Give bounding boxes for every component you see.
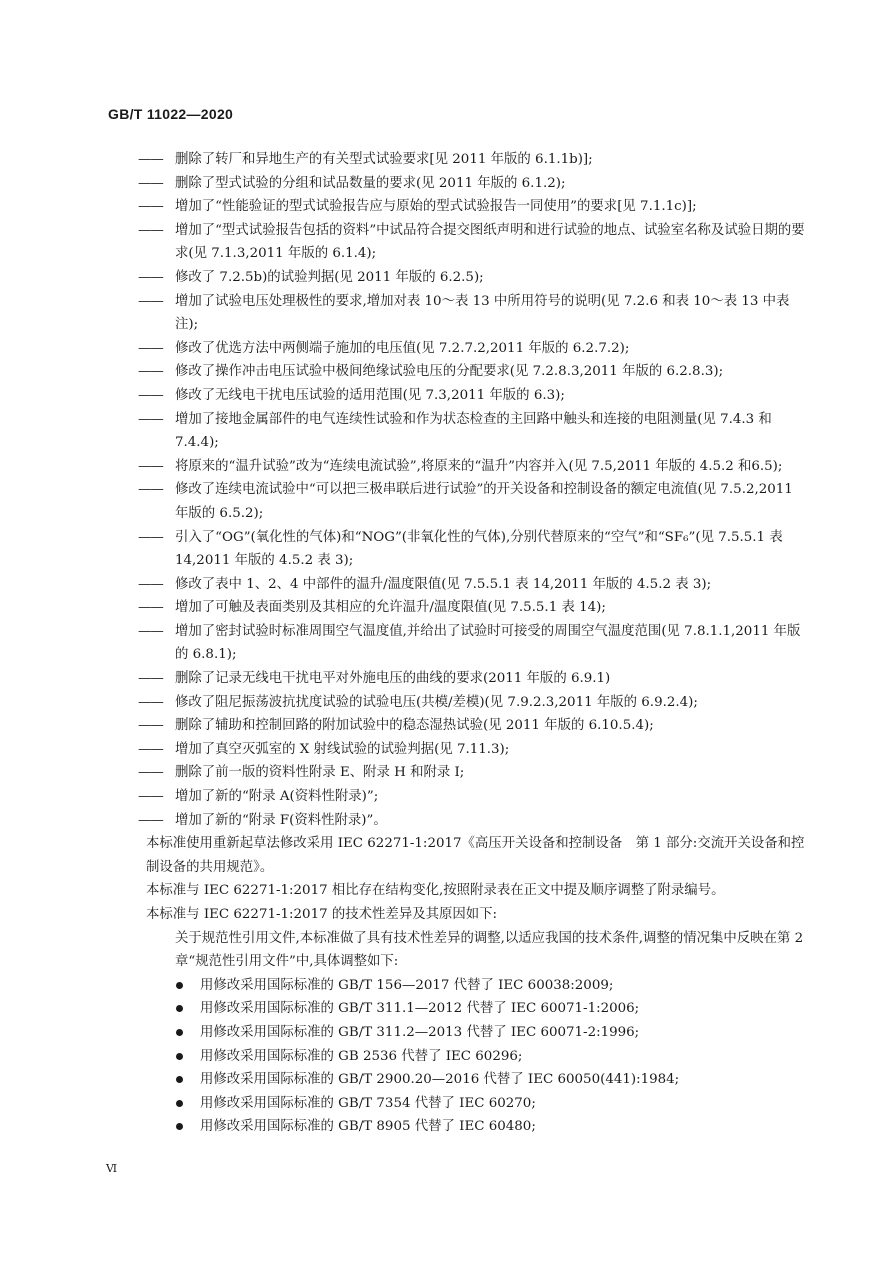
change-item [0,455,805,479]
change-item [0,738,805,762]
dash-marker: —— [138,671,163,687]
dash-marker: —— [138,718,163,734]
page-number: Ⅵ [106,1162,118,1175]
replacement-text: 用修改采用国际标准的 GB/T 311.1—2012 代替了 IEC 60071-1:2006; [200,1001,640,1017]
change-text: 增加了新的“附录 A(资料性附录)”; [175,789,379,805]
change-text: 修改了阻尼振荡波抗扰度试验的试验电压(共模/差模)(见 7.9.2.3,2011 年版的 6.9.2.4); [175,694,698,710]
structure-text: 本标准与 IEC 62271-1:2017 相比存在结构变化,按照附录表在正文中提及顺序调整了附录编号。 [146,883,725,899]
change-item [0,384,805,408]
dash-marker: —— [138,175,163,191]
change-item [0,290,805,337]
bullet-dot-icon [176,1123,183,1130]
adoption-paragraph [0,832,808,879]
dash-marker: —— [138,364,163,380]
replacement-text: 用修改采用国际标准的 GB/T 311.2—2013 代替了 IEC 60071-2:1996; [200,1024,640,1040]
bullet-dot-icon [176,1053,183,1060]
dash-marker: —— [138,694,163,710]
dash-marker: —— [138,411,163,427]
page-content [0,148,892,1139]
change-text: 修改了连续电流试验中“可以把三极串联后进行试验”的开关设备和控制设备的额定电流值(见 7.5.2,2011 年版的 6.5.2); [175,482,793,521]
replacement-item [0,1092,800,1116]
change-text: 增加了接地金属部件的电气连续性试验和作为状态检查的主回路中触头和连接的电阻测量(见 7.4.3 和 7.4.4); [175,411,772,451]
replacement-item [0,1068,800,1092]
bullet-dot-icon [176,1005,183,1012]
change-item [0,408,805,455]
replacement-text: 用修改采用国际标准的 GB/T 2900.20—2016 代替了 IEC 60050(441):1984; [200,1072,680,1088]
change-item [0,809,805,833]
bullet-dot-icon [176,1100,183,1107]
change-text: 增加了试验电压处理极性的要求,增加对表 10～表 13 中所用符号的说明(见 7.2.6 和表 10～表 13 中表注); [175,293,790,333]
replacement-text: 用修改采用国际标准的 GB/T 8905 代替了 IEC 60480; [200,1119,536,1135]
dash-marker: —— [138,600,163,616]
bullet-dot-icon [176,1076,183,1083]
replacement-item [0,974,800,998]
change-text: 修改了表中 1、2、4 中部件的温升/温度限值(见 7.5.5.1 表 14,2011 年版的 4.5.2 表 3); [175,576,712,592]
change-text: 增加了“型式试验报告包括的资料”中试品符合提交图纸声明和进行试验的地点、试验室名称及试验日期的要求(见 7.1.3,2011 年版的 6.1.4); [175,222,805,262]
change-text: 修改了无线电干扰电压试验的适用范围(见 7.3,2011 年版的 6.3); [175,387,565,403]
dash-marker: —— [138,789,163,805]
replacements-list [0,974,892,1139]
dash-marker: —— [138,152,163,167]
replacement-text: 用修改采用国际标准的 GB/T 7354 代替了 IEC 60270; [200,1095,536,1111]
change-text: 删除了前一版的资料性附录 E、附录 H 和附录 I; [175,765,465,781]
dash-marker: —— [138,529,163,545]
change-text: 修改了操作冲击电压试验中极间绝缘试验电压的分配要求(见 7.2.8.3,2011 年版的 6.2.8.3); [175,364,724,380]
structure-paragraph [0,879,808,903]
replacement-item [0,997,800,1021]
change-text: 增加了新的“附录 F(资料性附录)”。 [175,812,387,828]
change-text: 增加了可触及表面类别及其相应的允许温升/温度限值(见 7.5.5.1 表 14); [175,600,606,616]
dash-marker: —— [138,765,163,781]
replacement-item [0,1045,800,1069]
normative-refs-paragraph [0,927,807,974]
change-text: 删除了辅助和控制回路的附加试验中的稳态湿热试验(见 2011 年版的 6.10.5.4); [175,718,654,734]
change-text: 引入了“OG”(氧化性的气体)和“NOG”(非氧化性的气体),分别代替原来的“空气”和“SF₆”(见 7.5.5.1 表 14,2011 年版的 4.5.2 表 3); [175,529,783,569]
dash-marker: —— [138,576,163,592]
change-item [0,691,805,715]
dash-marker: —— [138,199,163,215]
tech-diff-intro-text: 本标准与 IEC 62271-1:2017 的技术性差异及其原因如下: [146,907,498,922]
change-item [0,266,805,290]
change-text: 修改了 7.2.5b)的试验判据(见 2011 年版的 6.2.5); [175,269,484,285]
replacement-text: 用修改采用国际标准的 GB/T 156—2017 代替了 IEC 60038:2009; [200,977,614,993]
change-item [0,620,805,667]
dash-marker: —— [138,387,163,403]
replacement-item [0,1115,800,1139]
change-item [0,526,805,573]
change-item [0,761,805,785]
change-text: 增加了密封试验时标准周围空气温度值,并给出了试验时可接受的周围空气温度范围(见 7.8.1.1,2011 年版的 6.8.1); [175,623,801,663]
change-text: 增加了“性能验证的型式试验报告应与原始的型式试验报告一同使用”的要求[见 7.1.1c)]; [175,199,697,215]
dash-marker: —— [138,269,163,285]
tech-diff-intro-paragraph [0,903,808,927]
change-item [0,360,805,384]
change-item [0,148,805,172]
replacement-item [0,1021,800,1045]
change-text: 修改了优选方法中两侧端子施加的电压值(见 7.2.7.2,2011 年版的 6.2.7.2); [175,340,630,356]
change-text: 删除了型式试验的分组和试品数量的要求(见 2011 年版的 6.1.2); [175,175,566,191]
changes-list [0,148,892,832]
change-item [0,172,805,196]
change-text: 删除了转厂和异地生产的有关型式试验要求[见 2011 年版的 6.1.1b)]; [175,152,593,167]
change-item [0,219,805,266]
dash-marker: —— [138,222,163,238]
dash-marker: —— [138,293,163,309]
bullet-dot-icon [176,982,183,989]
normative-refs-text: 关于规范性引用文件,本标准做了具有技术性差异的调整,以适应我国的技术条件,调整的情况集中反映在第 2 章“规范性引用文件”中,具体调整如下: [175,930,804,970]
change-item [0,785,805,809]
change-item [0,337,805,361]
change-item [0,667,805,691]
dash-marker: —— [138,741,163,757]
dash-marker: —— [138,812,163,828]
change-text: 删除了记录无线电干扰电平对外施电压的曲线的要求(2011 年版的 6.9.1) [175,671,611,687]
change-text: 将原来的“温升试验”改为“连续电流试验”,将原来的“温升”内容并入(见 7.5,2011 年版的 4.5.2 和6.5); [175,458,783,474]
change-item [0,596,805,620]
adoption-text: 本标准使用重新起草法修改采用 IEC 62271-1:2017《高压开关设备和控制设备 第 1 部分:交流开关设备和控制设备的共用规范》。 [146,836,805,875]
change-text: 增加了真空灭弧室的 X 射线试验的试验判据(见 7.11.3); [175,741,510,757]
replacement-text: 用修改采用国际标准的 GB 2536 代替了 IEC 60296; [200,1048,523,1064]
change-item [0,195,805,219]
dash-marker: —— [138,340,163,356]
bullet-dot-icon [176,1029,183,1036]
dash-marker: —— [138,482,163,498]
change-item [0,573,805,597]
change-item [0,714,805,738]
dash-marker: —— [138,458,163,474]
dash-marker: —— [138,623,163,639]
standard-id-header: GB/T 11022—2020 [108,106,234,122]
change-item [0,478,805,525]
